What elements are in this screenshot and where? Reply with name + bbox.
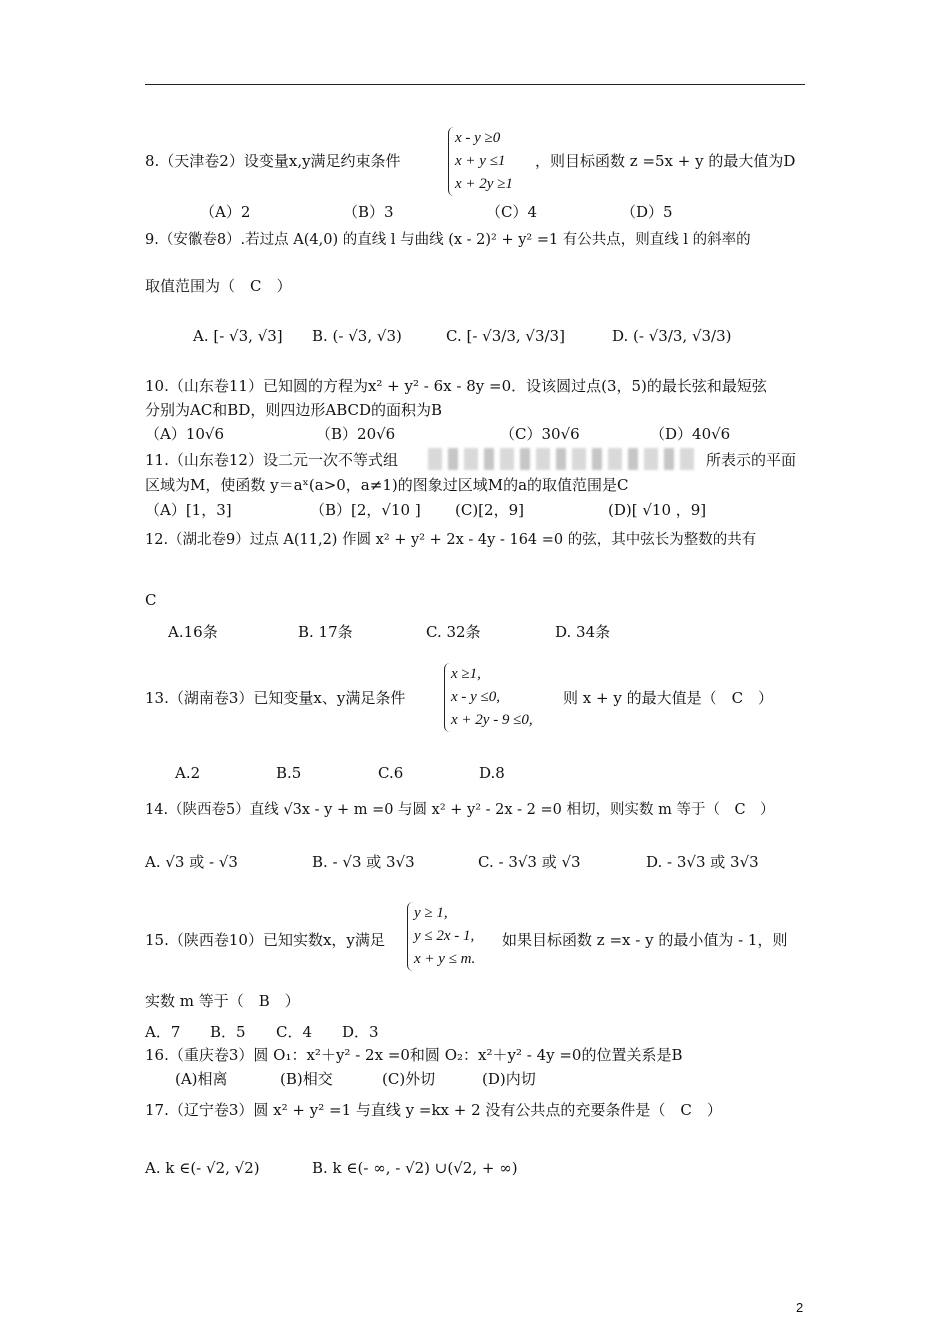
header-rule — [145, 84, 805, 85]
q11-option: (D)[ √10 ，9] — [608, 501, 707, 519]
q15-option: C．4 — [276, 1023, 313, 1041]
q8-option: （D）5 — [621, 203, 673, 221]
q15-option: B．5 — [210, 1023, 246, 1041]
q11-option: （B）[2，√10 ] — [310, 501, 421, 519]
q14-option: B. - √3 或 3√3 — [312, 853, 415, 871]
q15-option: A．7 — [145, 1023, 181, 1041]
q9-option: A. [- √3, √3] — [193, 327, 283, 345]
q8-option: （C）4 — [486, 203, 538, 221]
q15-option: D．3 — [342, 1023, 379, 1041]
q14-option: D. - 3√3 或 3√3 — [646, 853, 759, 871]
q8-constraint: x + 2y ≥1 — [455, 176, 513, 192]
q17-stem: 17.（辽宁卷3）圆 x² + y² =1 与直线 y =kx + 2 没有公共点的充要条件是（ C ） — [145, 1101, 722, 1119]
q13-constraint: x + 2y - 9 ≤0, — [451, 712, 533, 728]
q15-tail: 如果目标函数 z =x - y 的最小值为 - 1，则 — [502, 931, 788, 949]
q9-option: D. (- √3/3, √3/3) — [612, 327, 732, 345]
q8-constraint: x + y ≤1 — [455, 153, 506, 169]
q9-option: B. (- √3, √3) — [312, 327, 402, 345]
q10-stem: 10.（山东卷11）已知圆的方程为x² + y² - 6x - 8y =0．设该圆过点(3，5)的最长弦和最短弦 — [145, 377, 767, 395]
q16-option: (D)内切 — [482, 1070, 536, 1088]
q14-option: A. √3 或 - √3 — [145, 853, 238, 871]
q16-option: (C)外切 — [382, 1070, 436, 1088]
q13-constraint: x ≥1, — [451, 666, 481, 682]
q15-constraint: y ≥ 1, — [414, 905, 448, 921]
q8-option: （B）3 — [343, 203, 394, 221]
q15-constraint: y ≤ 2x - 1, — [414, 928, 475, 944]
page-number: 2 — [796, 1300, 804, 1315]
q8-stem: 8.（天津卷2）设变量x,y满足约束条件 — [145, 152, 401, 170]
q14-option: C. - 3√3 或 √3 — [478, 853, 581, 871]
q11-stem-tail: 所表示的平面 — [706, 451, 797, 469]
q13-option: D.8 — [479, 764, 505, 782]
q10-option: （C）30√6 — [500, 425, 580, 443]
q15-constraint-system — [407, 902, 475, 971]
q13-option: B.5 — [276, 764, 302, 782]
q11-stem-line2: 区域为M，使函数 y＝aˣ(a>0，a≠1)的图象过区域M的a的取值范围是C — [145, 476, 629, 494]
q13-option: C.6 — [378, 764, 404, 782]
q10-option: （B）20√6 — [316, 425, 396, 443]
q12-option: C. 32条 — [426, 623, 481, 641]
q10-option: （D）40√6 — [650, 425, 731, 443]
q10-option: （A）10√6 — [145, 425, 225, 443]
q8-option: （A）2 — [200, 203, 251, 221]
q12-stem: 12.（湖北卷9）过点 A(11,2) 作圆 x² + y² + 2x - 4y - 164 =0 的弦，其中弦长为整数的共有 — [145, 532, 757, 548]
q10-stem-line2: 分别为AC和BD，则四边形ABCD的面积为B — [145, 401, 443, 419]
q8-constraint-system — [448, 127, 513, 196]
q14-stem: 14.（陕西卷5）直线 √3x - y + m =0 与圆 x² + y² - 2x - 2 =0 相切，则实数 m 等于（ C ） — [145, 802, 775, 818]
q16-option: (A)相离 — [175, 1070, 228, 1088]
q16-option: (B)相交 — [280, 1070, 333, 1088]
q13-option: A.2 — [175, 764, 201, 782]
q15-stem: 15.（陕西卷10）已知实数x，y满足 — [145, 931, 385, 949]
q13-constraint: x - y ≤0, — [451, 689, 501, 705]
q13-tail: 则 x + y 的最大值是（ C ） — [563, 689, 774, 707]
q9-option: C. [- √3/3, √3/3] — [446, 327, 565, 345]
q9-stem: 9.（安徽卷8）.若过点 A(4,0) 的直线 l 与曲线 (x - 2)² + y² =1 有公共点，则直线 l 的斜率的 — [145, 232, 751, 248]
q12-option: B. 17条 — [298, 623, 353, 641]
q12-option: A.16条 — [168, 623, 218, 641]
q12-option: D. 34条 — [555, 623, 611, 641]
q15-constraint: x + y ≤ m. — [414, 951, 476, 967]
q8-constraint: x - y ≥0 — [455, 130, 501, 146]
q13-constraint-system — [444, 663, 533, 732]
q11-option: （A）[1，3] — [145, 501, 232, 519]
q17-option: B. k ∈(- ∞, - √2) ∪(√2, + ∞) — [312, 1159, 518, 1177]
q8-tail: ，则目标函数 z =5x + y 的最大值为D — [535, 152, 796, 170]
q17-option: A. k ∈(- √2, √2) — [145, 1159, 260, 1177]
q13-stem: 13.（湖南卷3）已知变量x、y满足条件 — [145, 689, 406, 707]
q12-answer: C — [145, 591, 157, 609]
q11-illegible-inequality-system — [428, 448, 696, 470]
q16-stem: 16.（重庆卷3）圆 O₁：x²＋y² - 2x =0和圆 O₂：x²＋y² - 4y =0的位置关系是B — [145, 1046, 683, 1064]
q9-stem-line2: 取值范围为（ C ） — [145, 277, 292, 295]
q11-stem: 11.（山东卷12）设二元一次不等式组 — [145, 451, 398, 469]
q11-option: (C)[2，9] — [455, 501, 524, 519]
q15-stem-line2: 实数 m 等于（ B ） — [145, 992, 300, 1010]
